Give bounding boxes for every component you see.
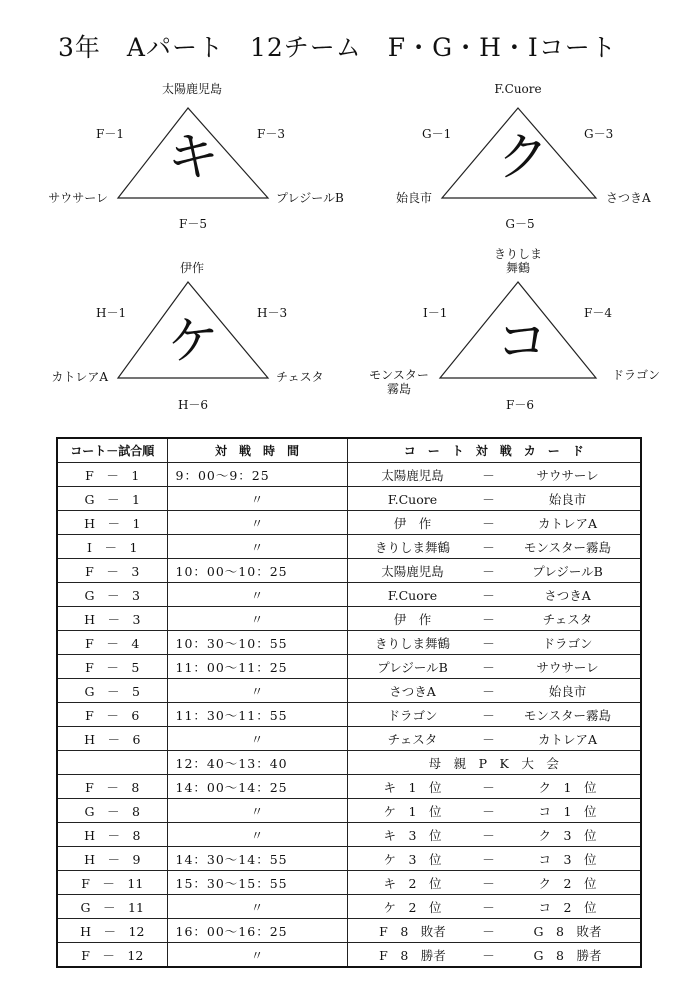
group-name-ku: ク — [496, 128, 550, 188]
edge-right: F－3 — [257, 127, 285, 141]
team-a: チェスタ — [387, 731, 438, 747]
court-cell: G － 11 — [57, 895, 167, 919]
edge-right: F－4 — [584, 306, 612, 320]
team-b: モンスター霧島 — [523, 707, 612, 723]
team-b: サウサーレ — [536, 659, 599, 675]
card-cell — [347, 919, 641, 943]
edge-left: G－1 — [422, 127, 452, 141]
card-cell — [347, 631, 641, 655]
team-b: さつきA — [544, 587, 591, 603]
team-a: きりしま舞鶴 — [374, 539, 450, 555]
court-cell: H － 1 — [57, 511, 167, 535]
page-title: 3年 Aパート 12チーム F・G・H・Iコート — [58, 33, 617, 62]
table-row — [57, 895, 641, 919]
team-b: ク 1 位 — [538, 779, 597, 795]
table-row — [57, 943, 641, 968]
versus-dash: － — [482, 899, 495, 915]
team-b: チェスタ — [542, 611, 593, 627]
table-row — [57, 847, 641, 871]
table-row — [57, 535, 641, 559]
versus-dash: － — [482, 731, 495, 747]
team-b: ク 3 位 — [538, 827, 597, 843]
time-cell: 10：30～10：55 — [167, 631, 347, 655]
team-b: カトレアA — [537, 515, 598, 531]
court-cell: F － 3 — [57, 559, 167, 583]
court-cell: F － 6 — [57, 703, 167, 727]
card-cell — [347, 871, 641, 895]
time-cell: 〃 — [167, 727, 347, 751]
table-row — [57, 487, 641, 511]
team-a: ケ 3 位 — [383, 851, 442, 867]
schedule-table — [56, 437, 642, 968]
group-name-ke: ケ — [166, 312, 220, 372]
versus-dash: － — [482, 947, 495, 963]
edge-bottom: H－6 — [177, 398, 209, 412]
table-row — [57, 799, 641, 823]
team-b: 始良市 — [548, 491, 587, 507]
team-a: 太陽鹿児島 — [381, 563, 444, 579]
court-cell: F － 11 — [57, 871, 167, 895]
team-right: さつきA — [606, 191, 651, 205]
card-cell — [347, 607, 641, 631]
court-cell: H － 12 — [57, 919, 167, 943]
time-cell: 〃 — [167, 583, 347, 607]
table-row — [57, 823, 641, 847]
team-left: 始良市 — [395, 191, 432, 205]
court-cell: G － 3 — [57, 583, 167, 607]
team-a: 伊 作 — [393, 515, 432, 531]
table-row — [57, 727, 641, 751]
team-a: さつきA — [389, 683, 436, 699]
time-cell: 14：00～14：25 — [167, 775, 347, 799]
time-cell: 〃 — [167, 679, 347, 703]
table-body — [57, 463, 641, 968]
versus-dash: － — [482, 563, 495, 579]
team-top: F.Cuore — [494, 82, 542, 96]
time-cell: 〃 — [167, 607, 347, 631]
card-cell — [347, 751, 641, 775]
edge-left: F－1 — [96, 127, 124, 141]
card-cell — [347, 487, 641, 511]
edge-bottom: G－5 — [505, 217, 535, 231]
table-row — [57, 559, 641, 583]
team-b: G 8 敗者 — [533, 923, 602, 939]
card-cell — [347, 511, 641, 535]
table-row — [57, 679, 641, 703]
table-header-row — [57, 438, 641, 463]
edge-left: H－1 — [96, 306, 127, 320]
court-cell: G － 1 — [57, 487, 167, 511]
court-cell: F － 1 — [57, 463, 167, 487]
header-card: コ ー ト 対 戦 カ ー ド — [347, 438, 641, 463]
team-a: キ 2 位 — [383, 875, 442, 891]
time-cell: 〃 — [167, 943, 347, 968]
team-b: コ 1 位 — [538, 803, 597, 819]
team-left: カトレアA — [51, 370, 108, 384]
table-row — [57, 871, 641, 895]
team-a: F.Cuore — [387, 491, 438, 507]
versus-dash: － — [482, 851, 495, 867]
court-cell: F － 5 — [57, 655, 167, 679]
edge-bottom: F－5 — [179, 217, 207, 231]
team-a: プレジールB — [377, 659, 448, 675]
team-a: ケ 1 位 — [383, 803, 442, 819]
card-cell — [347, 943, 641, 968]
table-row — [57, 583, 641, 607]
team-a: ケ 2 位 — [383, 899, 442, 915]
team-b: ドラゴン — [542, 635, 593, 651]
triangle-lines — [0, 0, 700, 420]
time-cell: 16：00～16：25 — [167, 919, 347, 943]
versus-dash: － — [482, 539, 495, 555]
table-row — [57, 919, 641, 943]
team-a: F 8 勝者 — [379, 947, 446, 963]
versus-dash: － — [482, 467, 495, 483]
court-cell: H － 9 — [57, 847, 167, 871]
court-cell: G － 8 — [57, 799, 167, 823]
header-time: 対 戦 時 間 — [167, 438, 347, 463]
group-diagrams — [0, 0, 700, 420]
card-cell — [347, 703, 641, 727]
time-cell: 15：30～15：55 — [167, 871, 347, 895]
team-right: プレジールB — [276, 191, 344, 205]
time-cell: 11：30～11：55 — [167, 703, 347, 727]
court-cell: H － 3 — [57, 607, 167, 631]
card-cell — [347, 655, 641, 679]
card-cell — [347, 847, 641, 871]
card-cell — [347, 895, 641, 919]
event-label: 母 親 P K 大 会 — [428, 755, 559, 771]
table-row — [57, 607, 641, 631]
group-name-ki: キ — [166, 128, 220, 188]
team-top: 伊作 — [179, 261, 205, 275]
card-cell — [347, 799, 641, 823]
table-row — [57, 775, 641, 799]
versus-dash: － — [482, 635, 495, 651]
card-cell — [347, 559, 641, 583]
card-cell — [347, 583, 641, 607]
team-b: カトレアA — [537, 731, 598, 747]
card-cell — [347, 535, 641, 559]
card-cell — [347, 727, 641, 751]
team-b: コ 3 位 — [538, 851, 597, 867]
team-b: モンスター霧島 — [523, 539, 612, 555]
edge-right: G－3 — [584, 127, 614, 141]
versus-dash: － — [482, 491, 495, 507]
card-cell — [347, 775, 641, 799]
time-cell: 11：00～11：25 — [167, 655, 347, 679]
time-cell: 〃 — [167, 895, 347, 919]
time-cell: 〃 — [167, 511, 347, 535]
team-a: キ 3 位 — [383, 827, 442, 843]
team-b: 始良市 — [548, 683, 587, 699]
time-cell: 〃 — [167, 535, 347, 559]
versus-dash: － — [482, 875, 495, 891]
team-right: チェスタ — [276, 370, 324, 384]
court-cell: H － 8 — [57, 823, 167, 847]
team-b: G 8 勝者 — [533, 947, 602, 963]
team-b: サウサーレ — [536, 467, 599, 483]
court-cell: F － 4 — [57, 631, 167, 655]
team-a: きりしま舞鶴 — [374, 635, 450, 651]
versus-dash: － — [482, 803, 495, 819]
time-cell: 12：40～13：40 — [167, 751, 347, 775]
versus-dash: － — [482, 779, 495, 795]
team-a: 太陽鹿児島 — [381, 467, 444, 483]
time-cell: 14：30～14：55 — [167, 847, 347, 871]
team-a: F.Cuore — [387, 587, 438, 603]
group-name-ko: コ — [495, 312, 549, 372]
team-a: キ 1 位 — [383, 779, 442, 795]
court-cell: G － 5 — [57, 679, 167, 703]
table-row — [57, 511, 641, 535]
table-row — [57, 631, 641, 655]
team-b: プレジールB — [532, 563, 603, 579]
card-cell — [347, 679, 641, 703]
team-a: F 8 敗者 — [379, 923, 446, 939]
table-row — [57, 655, 641, 679]
time-cell: 〃 — [167, 823, 347, 847]
versus-dash: － — [482, 827, 495, 843]
time-cell: 〃 — [167, 799, 347, 823]
time-cell: 10：00～10：25 — [167, 559, 347, 583]
versus-dash: － — [482, 683, 495, 699]
court-cell: F － 8 — [57, 775, 167, 799]
court-cell: F － 12 — [57, 943, 167, 968]
team-top: きりしま 舞鶴 — [493, 247, 543, 275]
table-row — [57, 463, 641, 487]
versus-dash: － — [482, 707, 495, 723]
court-cell: I － 1 — [57, 535, 167, 559]
team-b: ク 2 位 — [538, 875, 597, 891]
edge-left: I－1 — [423, 306, 448, 320]
team-top: 太陽鹿児島 — [161, 82, 223, 96]
versus-dash: － — [482, 515, 495, 531]
court-cell: H － 6 — [57, 727, 167, 751]
team-a: 伊 作 — [393, 611, 432, 627]
edge-bottom: F－6 — [506, 398, 534, 412]
versus-dash: － — [482, 923, 495, 939]
court-cell — [57, 751, 167, 775]
versus-dash: － — [482, 659, 495, 675]
header-court: コート－試合順 — [57, 438, 167, 463]
team-left: サウサーレ — [48, 191, 108, 205]
team-right: ドラゴン — [612, 368, 661, 382]
table-row — [57, 751, 641, 775]
card-cell — [347, 823, 641, 847]
team-a: ドラゴン — [387, 707, 438, 723]
edge-right: H－3 — [257, 306, 288, 320]
team-b: コ 2 位 — [538, 899, 597, 915]
versus-dash: － — [482, 611, 495, 627]
versus-dash: － — [482, 587, 495, 603]
table-row — [57, 703, 641, 727]
team-left: モンスター 霧島 — [369, 368, 429, 396]
card-cell — [347, 463, 641, 487]
time-cell: 〃 — [167, 487, 347, 511]
time-cell: 9：00～9：25 — [167, 463, 347, 487]
